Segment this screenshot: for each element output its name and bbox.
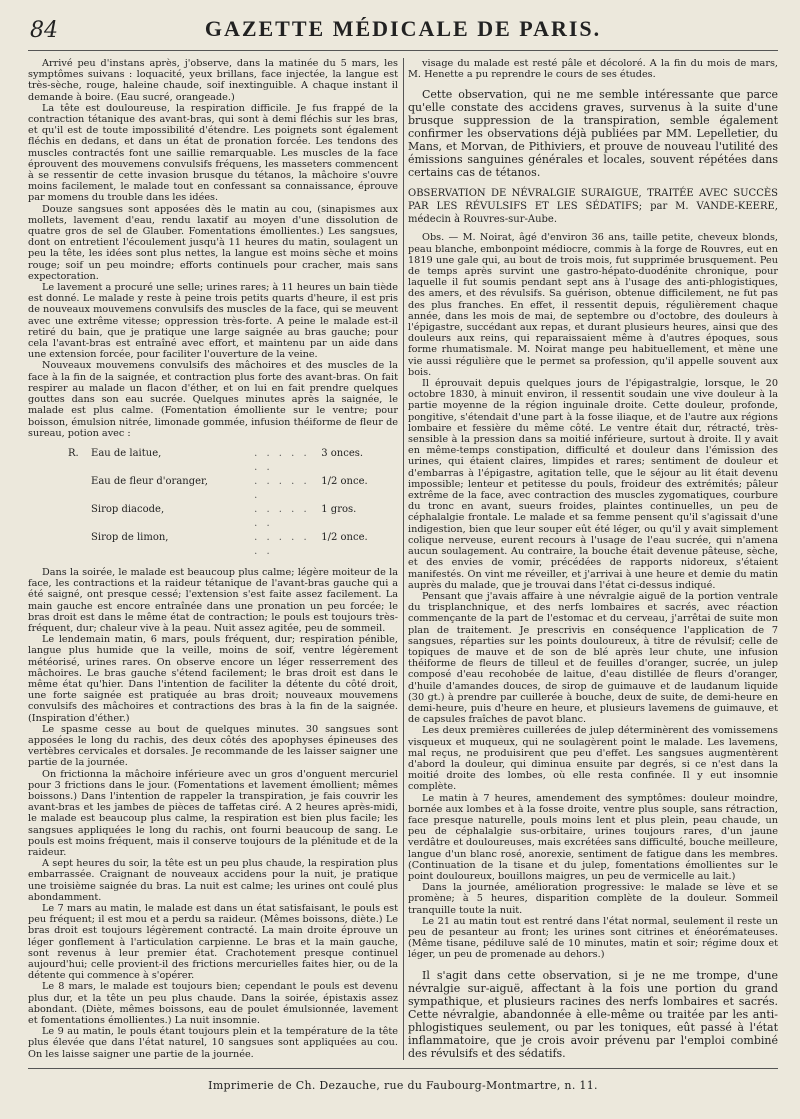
paragraph: Il éprouvait depuis quelques jours de l'épigastralgie, lorsque, le 20 octobre 1830, à minuit environ, il ressentit soudain une vive douleur à la partie moyenne de la région inguinale droite. Cette douleur, profonde, pongitive, s'étendait d'une part à la fosse iliaque, et de l'autre aux régions lombaire et fessière du même côté. Le ventre était dur, rétracté, très-sensible à la pression dans sa moitié inférieure, surtout à droite. Il y avait en même-temps constipation, difficulté et douleur dans l'émission des urines, qui étaient claires, limpides et rares; sentiment de douleur et d'embarras à l'épigastre, agitation telle, que le séjour au lit était devenu impossible; lenteur et petitesse du pouls, froideur des extrémités; pâleur extrême de la face, avec contraction des muscles zygomatiques, courbure du tronc en avant, sueurs froides, plaintes continuelles, un peu de céphalalgie frontale. Le malade et sa femme pensent qu'il s'agissait d'une indigestion, bien que leur souper eût été léger, ou qu'il y avait simplement colique nerveuse, eurent recours à l'usage de l'eau sucrée, qui n'amena aucun soulagement. Au contraire, la bouche était devenue pâteuse, sèche, et des envies de vomir, précédées de rapports nidoreux, s'étaient manifestés. On vint me réveiller, et j'arrivai à une heure et demie du matin auprès du malade, que je trouvai dans l'état ci-dessus indiqué. <box>408 378 778 591</box>
recipe-quantity: 3 onces. <box>321 447 364 459</box>
paragraph: Le 8 mars, le malade est toujours bien; cependant le pouls est devenu plus dur, et la tête un peu plus chaude. Dans la soirée, épistaxis assez abondant. (Diète, mêmes boissons, eau de poulet émulsionnée, lavement et fomentations émollientes.) La nuit insomnie. <box>28 981 398 1027</box>
recipe-prefix <box>68 475 91 503</box>
right-paragraphs <box>408 232 778 960</box>
recipe-ingredient: Sirop de limon, <box>91 531 169 543</box>
paragraph: Douze sangsues sont apposées dès le matin au cou, (sinapismes aux mollets, lavement d'eau, rendu laxatif au moyen d'une dissolution de quatre gros de sel de Glauber. Fomentations émollientes.) Les sangsues, dont on entretient l'écoulement jusqu'à 11 heures du matin, soulagent un peu la tête, les idées sont plus nettes, la langue est moins sèche et moins rouge; soif un peu moindre; efforts continuels pour cracher, mais sans expectoration. <box>28 203 398 282</box>
paragraph: Nouveaux mouvemens convulsifs des mâchoires et des muscles de la face à la fin de la saignée, et contraction plus forte des avant-bras. On fait respirer au malade un flacon d'éther, et on lui en fait prendre quelques gouttes dans son eau sucrée. Quelques minutes après la saignée, le malade est plus calme. (Fomentation émolliente sur le ventre; pour boisson, émulsion nitrée, limonade gommée, infusion théiforme de fleur de sureau, potion avec : <box>28 360 398 439</box>
paragraph: A sept heures du soir, la tête est un peu plus chaude, la respiration plus embarrassée. Craignant de nouveaux accidens pour la nuit, je pratique une troisième saignée du bras. La nuit est calme; les urines ont coulé plus abondamment. <box>28 858 398 903</box>
right-paragraphs-top <box>408 58 778 80</box>
paragraph: Le 21 au matin tout est rentré dans l'état normal, seulement il reste un peu de pesanteur au front; les urines sont citrines et énéorémateuses. (Même tisane, pédiluve salé de 10 minutes, matin et soir; régime doux et léger, un peu de promenade au dehors.) <box>408 915 778 961</box>
recipe-ingredient: Sirop diacode, <box>91 503 165 515</box>
paragraph: La tête est douloureuse, la respiration difficile. Je fus frappé de la contraction tétanique des avant-bras, qui sont à demi fléchis sur les bras, et qu'il est de toute impossibilité d'étendre. Les poignets sont également fléchis en dedans, et dans un état de pronation forcée. Les tendons des muscles contractés font une saillie remarquable. Les muscles de la face éprouvent des mouvemens convulsifs fréquens, les masseters commencent à se ressentir de cette invasion brusque du tétanos, la mâchoire s'ouvre moins facilement, le malade tout en confessant sa connaissance, éprouve par momens du trouble dans les idées. <box>28 102 398 204</box>
recipe-line <box>68 531 398 559</box>
paragraph: Le lavement a procuré une selle; urines rares; à 11 heures un bain tiède est donné. Le malade y reste à peine trois petits quarts d'heure, il est pris de nouveaux mouvemens convulsifs des muscles de la face, qui se meuvent avec une extrême vitesse; oppression très-forte. A peine le malade est-il retiré du bain, que je pratique une large saignée au bras gauche; pour cela l'avant-bras est entraîné avec effort, et maintenu par un aide dans une extension forcée, pour faciliter l'ouverture de la veine. <box>28 282 398 361</box>
page-header <box>28 10 778 51</box>
recipe-quantity: 1 gros. <box>321 503 357 515</box>
masthead-title: GAZETTE MÉDICALE DE PARIS. <box>204 16 602 41</box>
recipe-prefix <box>68 531 91 559</box>
paragraph: Les deux premières cuillerées de julep déterminèrent des vomissemens visqueux et muqueux, qui ne soulagèrent point le malade. Les lavemens, mal reçus, ne produisirent que peu d'effet. Les sangsues augmentèrent d'abord la douleur, qui diminua ensuite par degrés, si ce n'est dans la moitié droite des lombes, où elle resta confinée. Il y eut insomnie complète. <box>408 725 778 793</box>
column-divider <box>403 58 404 1060</box>
article-title: OBSERVATION DE NÉVRALGIE SURAIGUE, TRAITÉE AVEC SUCCÈS PAR LES RÉVULSIFS ET LES SÉDATIFS; par M. VANDE-KEERE, médecin à Rouvres-sur-Aube. <box>408 188 778 226</box>
paragraph: Le 7 mars au matin, le malade est dans un état satisfaisant, le pouls est peu fréquent; il est mou et a perdu sa raideur. (Mêmes boissons, diète.) Le bras droit est toujours légèrement contracté. La main droite éprouve un léger gonflement à l'articulation carpienne. Le bras et la main gauche, sont revenus à leur premier état. Crachotement presque continuel aujourd'hui; celle provient-il des frictions mercurielles faites hier, ou de la détente qui commence à s'opérer. <box>28 903 398 982</box>
recipe-prefix: R. <box>68 447 79 459</box>
article-columns <box>28 58 778 1060</box>
prescription-recipe <box>68 447 398 559</box>
recipe-quantity: 1/2 once. <box>321 475 368 487</box>
paragraph: Dans la journée, amélioration progressive: le malade se lève et se promène; à 5 heures, disparition complète de la douleur. Sommeil tranquille toute la nuit. <box>408 882 778 916</box>
left-column <box>28 58 398 1060</box>
recipe-line <box>68 447 398 475</box>
paragraph: Arrivé peu d'instans après, j'observe, dans la matinée du 5 mars, les symptômes suivans : loquacité, yeux brillans, face injectée, la langue est très-sèche, rouge, haleine chaude, soif inextinguible. A chaque instant il demande à boire. (Eau sucré, orangeade.) <box>28 58 398 103</box>
recipe-prefix <box>68 503 91 531</box>
paragraph: Le spasme cesse au bout de quelques minutes. 30 sangsues sont apposées le long du rachis, des deux côtés des apophyses épineuses des vertèbres cervicales et dorsales. Je recommande de les laisser saigner une partie de la journée. <box>28 723 398 769</box>
paragraph: Le matin à 7 heures, amendement des symptômes: douleur moindre, bornée aux lombes et à la fosse droite, ventre plus souple, sans rétraction, face presque naturelle, pouls moins lent et plus plein, peau chaude, un peu de céphalalgie sus-orbitaire, urines toujours rares, d'un jaune verdâtre et douloureuses, mais excrétées sans difficulté, bouche meilleure, langue d'un blanc rosé, anorexie, sentiment de fatigue dans les membres. (Continuation de la tisane et du julep, fomentations émollientes sur le point douloureux, bouillons maigres, un peu de vermicelle au lait.) <box>408 792 778 882</box>
left-paragraphs-after <box>28 567 398 1060</box>
recipe-leader-dots: . . . . . . . <box>254 531 310 557</box>
recipe-leader-dots: . . . . . . <box>254 475 310 501</box>
recipe-line <box>68 475 398 503</box>
recipe-line <box>68 503 398 531</box>
observation-commentary: Cette observation, qui ne me semble intéressante que parce qu'elle constate des accidens graves, survenus à la suite d'une brusque suppression de la transpiration, semble également confirmer les observations déjà publiées par MM. Lepelletier, du Mans, et Morvan, de Pithiviers, et prouve de nouveau l'utilité des émissions sanguines générales et locales, souvent répétées dans certains cas de tétanos. <box>408 88 778 180</box>
page-number: 84 <box>30 18 58 43</box>
recipe-leader-dots: . . . . . . . <box>254 447 310 473</box>
right-column <box>408 58 778 1060</box>
paragraph: Dans la soirée, le malade est beaucoup plus calme; légère moiteur de la face, les contractions et la raideur tétanique de l'avant-bras gauche qui a été saigné, ont presque cessé; l'extension s'est faite assez facilement. La main gauche est encore entraînée dans une pronation un peu forcée; le bras droit est dans le même état de contraction; le pouls est toujours très-fréquent, dur; chaleur vive à la peau. Nuit assez agitée, peu de sommeil. <box>28 566 398 634</box>
paragraph: Obs. — M. Noirat, âgé d'environ 36 ans, taille petite, cheveux blonds, peau blanche, embonpoint médiocre, commis à la forge de Rouvres, eut en 1819 une gale qui, au bout de trois mois, fut supprimée brusquement. Peu de temps après survint une gastro-hépato-duodénite chronique, pour laquelle il fut soumis pendant sept ans à l'usage des anti-phlogistiques, des amers, et des révulsifs. Sa guérison, obtenue difficilement, ne fut pas des plus franches. En effet, il ressentit depuis, régulièrement chaque année, dans les mois de mai, de septembre ou d'octobre, des douleurs à l'épigastre, succédant aux repas, et durant plusieurs heures, ainsi que des douleurs aux reins, qui reparaissaient même à d'autres époques, sous forme rhumatismale. M. Noirat mange peu habituellement, et mène une vie aussi régulière que le permet sa profession, qu'il appelle souvent aux bois. <box>408 232 778 378</box>
conclusion-paragraph: Il s'agit dans cette observation, si je ne me trompe, d'une névralgie sur-aiguë, affectant à la fois une portion du grand sympathique, et plusieurs racines des nerfs lombaires et sacrés. Cette névralgie, abandonnée à elle-même ou traitée par les anti-phlogistiques seulement, ou par les toniques, eût passé à l'état inflammatoire, que je crois avoir prévenu par l'emploi combiné des révulsifs et des sédatifs. <box>408 968 778 1060</box>
paragraph: visage du malade est resté pâle et décoloré. A la fin du mois de mars, M. Henette a pu reprendre le cours de ses études. <box>408 58 778 81</box>
recipe-ingredient: Eau de laitue, <box>91 447 162 459</box>
paragraph: On frictionna la mâchoire inférieure avec un gros d'onguent mercuriel pour 3 frictions dans le jour. (Fomentations et lavement émollient; mêmes boissons.) Dans l'intention de rappeler la transpiration, je fais couvrir les avant-bras et les jambes de pièces de taffetas ciré. A 2 heures après-midi, le malade est beaucoup plus calme, la respiration est bien plus facile; les sangsues appliquées le long du rachis, ont fourni beaucoup de sang. Le pouls est moins fréquent, mais il conserve toujours de la plénitude et de la raideur. <box>28 768 398 858</box>
paragraph: Le 9 au matin, le pouls étant toujours plein et la température de la tête plus élevée que dans l'état naturel, 10 sangsues sont appliquées au cou. On les laisse saigner une partie de la journée. <box>28 1026 398 1060</box>
paragraph: Le lendemain matin, 6 mars, pouls fréquent, dur; respiration pénible, langue plus humide que la veille, moins de soif, ventre légèrement météorisé, urines rares. On observe encore un léger resserrement des mâchoires. Le bras gauche s'étend facilement; le bras droit est dans le même état qu'hier. Dans l'intention de faciliter la détente du côté droit, une forte saignée est pratiquée au bras droit; nouveaux mouvemens convulsifs des mâchoires et contractions des bras à la fin de la saignée. (Inspiration d'éther.) <box>28 634 398 724</box>
recipe-ingredient: Eau de fleur d'oranger, <box>91 475 208 487</box>
recipe-quantity: 1/2 once. <box>321 531 368 543</box>
left-paragraphs <box>28 58 398 439</box>
recipe-leader-dots: . . . . . . . <box>254 503 310 529</box>
paragraph: Pensant que j'avais affaire à une névralgie aiguë de la portion ventrale du trisplanchnique, et des nerfs lombaires et sacrés, avec réaction commençante de la part de l'estomac et du cerveau, j'arrêtai de suite mon plan de traitement. Je prescrivis en conséquence l'application de 7 sangsues, réparties sur les points douloureux, à titre de révulsif; celle de topiques de mauve et de son de blé après leur chute, une infusion théiforme de fleurs de tilleul et de feuilles d'oranger, sucrée, un julep composé d'eau recohobée de laitue, d'eau distillée de fleurs d'oranger, d'huile d'amandes douces, de sirop de guimauve et de laudanum liquide (30 gt.) à prendre par cuillerée à bouche, deux de suite, de demi-heure en demi-heure, puis d'heure en heure, et plusieurs lavemens de guimauve, et de capsules fraîches de pavot blanc. <box>408 590 778 726</box>
printer-imprint: Imprimerie de Ch. Dezauche, rue du Faubourg-Montmartre, n. 11. <box>28 1068 778 1092</box>
